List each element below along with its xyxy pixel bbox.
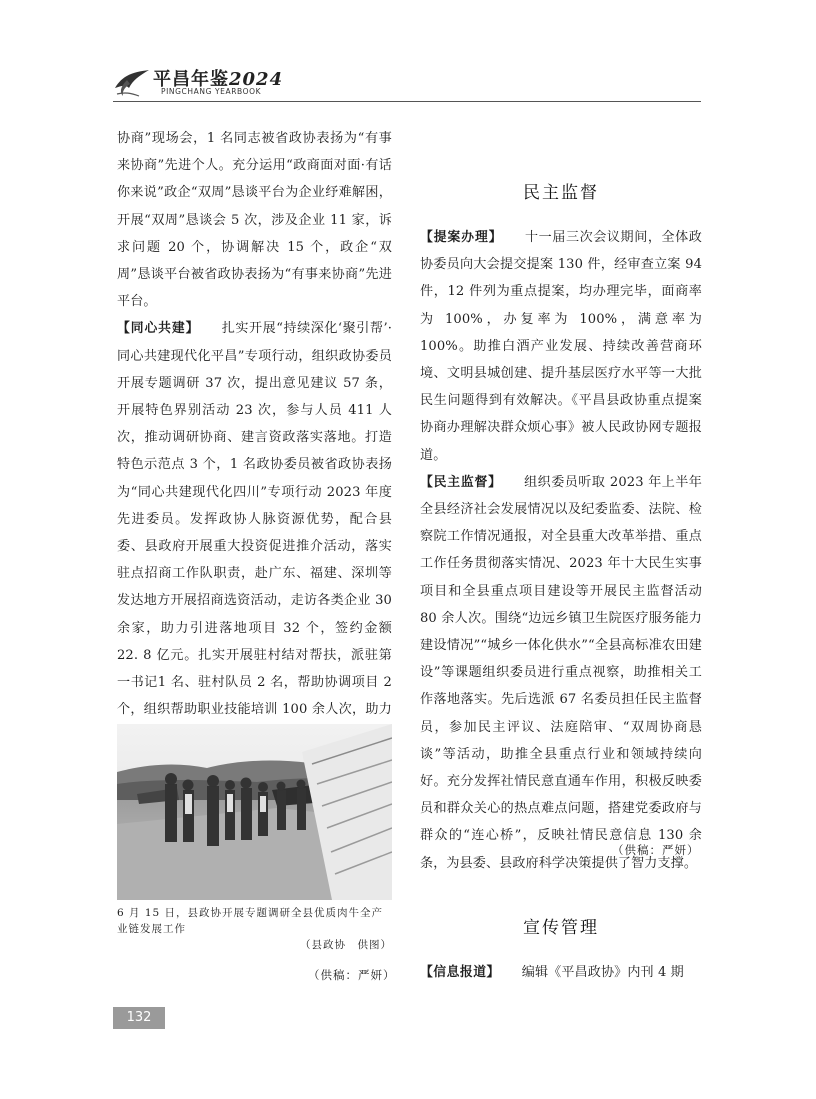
yearbook-name: 平昌年鉴 xyxy=(153,69,229,90)
tian-tag: 【提案办理】 xyxy=(420,230,503,245)
section-heading-minzhu: 民主监督 xyxy=(523,183,599,203)
page-number: 132 xyxy=(113,1007,165,1029)
yearbook-subtitle: PINGCHANG YEARBOOK xyxy=(161,87,262,96)
left-column xyxy=(117,125,392,751)
photo-credit: （县政协 供图） xyxy=(300,939,392,951)
xinxi-paragraph xyxy=(420,959,702,986)
tian-text: 十一届三次会议期间，全体政协委员向大会提交提案 130 件，经审查立案 94 件，12 件列为重点提案，均办理完毕，面商率为 100%，办复率为 100%，满意率为 100%。助推白酒产业发展、持续改善营商环境、文明县城创建、提升基层医疗水平等一大批民生问题得到有效解决。《平昌县政协重点提案协商办理解决群众烦心事》被人民政协网专题报道。 xyxy=(420,230,702,463)
minzhu-text: 组织委员听取 2023 年上半年全县经济社会发展情况以及纪委监委、法院、检察院工作情况通报，对全县重大改革举措、重点工作任务贯彻落实情况、2023 年十大民生实事项目和全县重点项目建设等开展民主监督活动 80 余人次。围绕“边远乡镇卫生院医疗服务能力建设情况”“城乡一体化供水”“全县高标准农田建设”等课题组织委员进行重点视察，助推相关工作落地落实。先后选派 67 名委员担任民主监督员，参加民主评议、法庭陪审、“双周协商恳谈”等活动，助推全县重点行业和领域持续向好。充分发挥社情民意直通车作用，积极反映委员和群众关心的热点难点问题，搭建党委政府与群众的“连心桥”，反映社情民意信息 130 余条，为县委、县政府科学决策提供了智力支撑。 xyxy=(420,474,703,871)
tongxin-paragraph xyxy=(117,315,392,750)
right-column xyxy=(420,178,702,877)
tian-paragraph xyxy=(420,224,702,469)
intro-paragraph: 协商”现场会，1 名同志被省政协表扬为“有事来协商”先进个人。充分运用“政商面对面·有话你来说”政企“双周”恳谈平台为企业纾难解困，开展“双周”恳谈会 5 次，涉及企业 11 家，诉求问题 20 个，协调解决 15 个，政企“双周”恳谈平台被省政协表扬为“有事来协商”先进平台。 xyxy=(117,131,392,310)
photo-caption: 6 月 15 日，县政协开展专题调研全县优质肉牛全产业链发展工作 xyxy=(117,907,384,935)
field-research-photo xyxy=(117,724,392,900)
tongxin-tag: 【同心共建】 xyxy=(117,321,200,337)
section-heading-xuanchuan: 宣传管理 xyxy=(523,918,599,938)
right-contributor: （供稿：严妍） xyxy=(612,843,700,857)
minzhu-paragraph xyxy=(420,469,702,877)
page-header xyxy=(113,62,701,102)
tongxin-text: 扎实开展“持续深化‘聚引帮’·同心共建现代化平昌”专项行动，组织政协委员开展专题调研 37 次，提出意见建议 57 条，开展特色界别活动 23 次，参与人员 411 人次，推动调研协商、建言资政落实落地。打造特色示范点 3 个，1 名政协委员被省政协表扬为“同心共建现代化四川”专项行动 2023 年度先进委员。发挥政协人脉资源优势，配合县委、县政府开展重大投资促进推介活动，落实驻点招商工作队职责，赴广东、福建、深圳等发达地方开展招商选资活动，走访各类企业 30 余家，助力引进落地项目 32 个，签约金额 22. 8 亿元。扎实开展驻村结对帮扶，派驻第一书记1 名、驻村队员 2 名，帮助协调项目 2 个，组织帮助职业技能培训 100 余人次，助力 xyxy=(117,321,393,718)
left-contributor: （供稿：严妍） xyxy=(308,968,396,982)
xinxi-text: 编辑《平昌政协》内刊 4 期 xyxy=(521,965,684,980)
xinxi-tag: 【信息报道】 xyxy=(420,965,500,980)
minzhu-tag: 【民主监督】 xyxy=(420,474,502,490)
yearbook-year: 2024 xyxy=(229,69,284,90)
dove-logo-icon xyxy=(113,66,153,98)
header-divider xyxy=(113,101,701,102)
